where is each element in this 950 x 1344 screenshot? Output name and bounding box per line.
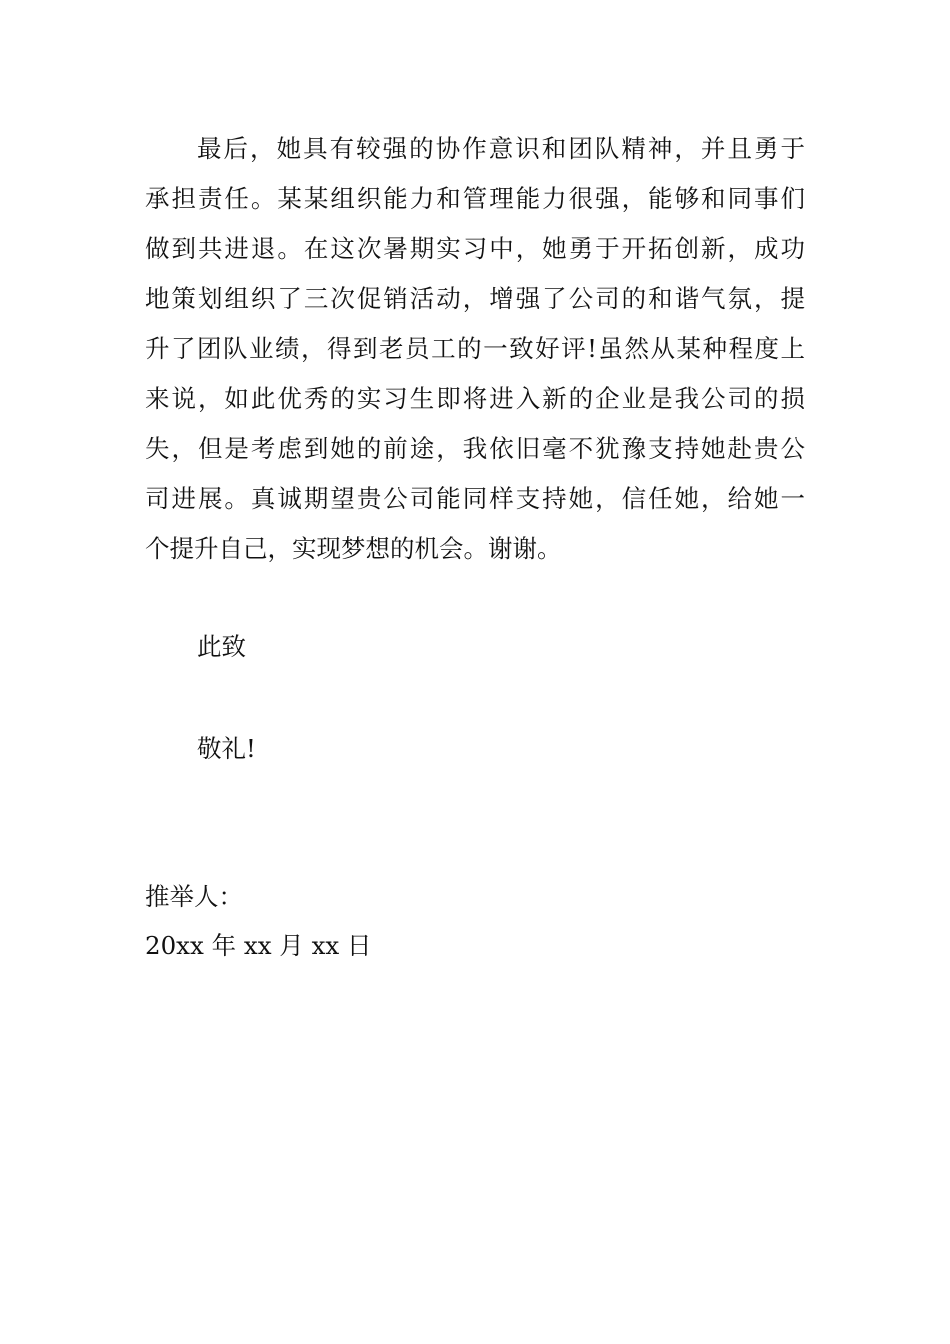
body-line-8: 司进展。真诚期望贵公司能同样支持她，信任她，给她一 [145, 484, 805, 513]
body-line-7: 失，但是考虑到她的前途，我依旧毫不犹豫支持她赴贵公 [145, 434, 805, 463]
body-line-9: 个提升自己，实现梦想的机会。谢谢。 [145, 534, 562, 563]
body-line-3: 做到共进退。在这次暑期实习中，她勇于开拓创新，成功 [145, 234, 805, 263]
body-line-2: 承担责任。某某组织能力和管理能力很强，能够和同事们 [145, 184, 805, 213]
body-line-6: 来说，如此优秀的实习生即将进入新的企业是我公司的损 [145, 384, 805, 413]
body-line-1: 最后，她具有较强的协作意识和团队精神，并且勇于 [197, 134, 805, 163]
closing-regards: 敬礼! [197, 734, 256, 763]
letter-date: 20xx 年 xx 月 xx 日 [145, 931, 372, 960]
body-line-4: 地策划组织了三次促销活动，增强了公司的和谐气氛，提 [145, 284, 805, 313]
body-line-5: 升了团队业绩，得到老员工的一致好评!虽然从某种程度上 [145, 334, 805, 363]
recommender-label: 推举人： [145, 882, 243, 911]
closing-salutation: 此致 [197, 632, 246, 661]
